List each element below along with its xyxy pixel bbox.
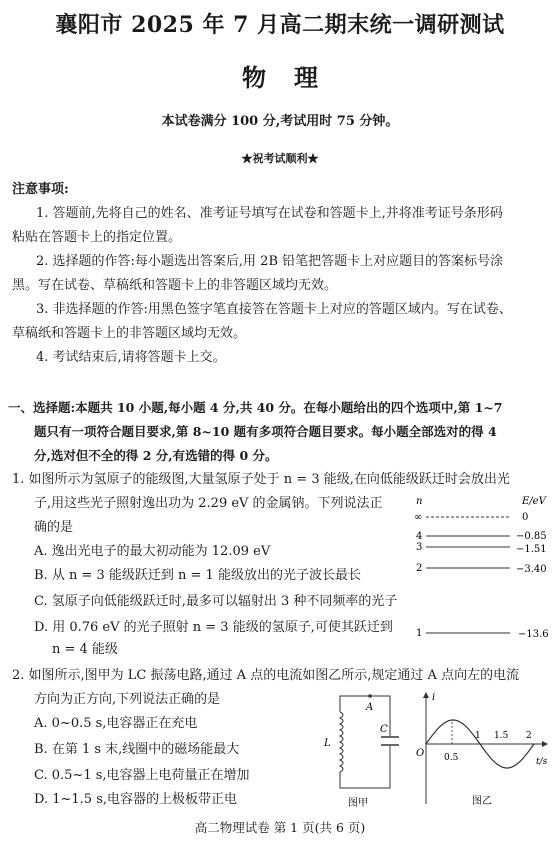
level-n-label: 4	[416, 531, 423, 542]
q1-option-d-cont: n = 4 能级	[52, 642, 118, 657]
lc-circuit-figure	[318, 690, 408, 812]
subject-title: 物理	[242, 63, 346, 92]
tick-label: 1	[475, 731, 481, 741]
q1-stem: 子,用这些光子照射逸出功为 2.29 eV 的金属钠。下列说法正	[34, 496, 383, 511]
q1-option-b: B. 从 n = 3 能级跃迁到 n = 1 能级放出的光子波长最长	[34, 568, 361, 583]
section-instructions: 题只有一项符合题目要求,第 8~10 题有多项符合题目要求。每小题全部选对的得 4	[34, 424, 497, 439]
y-axis-arrow	[423, 692, 429, 698]
level-n-label: 3	[416, 542, 423, 553]
section-heading: 一、选择题:本题共 10 小题,每小题 4 分,共 40 分。在每小题给出的四个选项中,第 1~7	[8, 400, 503, 415]
energy-level-diagram	[410, 492, 555, 642]
notes-line: 草稿纸和答题卡上的非答题区域均无效。	[12, 326, 247, 341]
figure-caption-a: 图甲	[348, 798, 368, 809]
q2-option-c: C. 0.5~1 s,电容器上电荷量正在增加	[34, 768, 250, 783]
level-e-label: −0.85	[516, 531, 547, 542]
exam-meta: 本试卷满分 100 分,考试用时 75 分钟。	[161, 114, 399, 129]
current-time-graph	[412, 688, 552, 812]
label-a: A	[366, 702, 374, 713]
level-n-label: ∞	[414, 512, 423, 523]
q1-option-d: D. 用 0.76 eV 的光子照射 n = 3 能级的氢原子,可使其跃迁到	[34, 620, 393, 635]
label-c: C	[380, 724, 388, 735]
n-header: n	[416, 496, 423, 507]
x-axis-label: t/s	[536, 757, 548, 767]
level-e-label: −1.51	[516, 544, 547, 555]
q2-option-d: D. 1~1.5 s,电容器的上极板带正电	[34, 792, 237, 807]
page-footer: 高二物理试卷 第 1 页(共 6 页)	[194, 820, 366, 835]
level-e-label: 0	[522, 512, 529, 523]
figure-caption-b: 图乙	[472, 796, 492, 807]
origin-label: O	[416, 748, 425, 759]
good-luck-banner: ★祝考试顺利★	[241, 152, 319, 165]
e-header: E/eV	[522, 496, 546, 507]
x-axis-arrow	[542, 741, 548, 747]
level-4	[416, 531, 547, 542]
section-instructions: 分,选对但不全的得 2 分,有选错的得 0 分。	[34, 448, 278, 463]
q2-option-b: B. 在第 1 s 末,线圈中的磁场能最大	[34, 742, 240, 757]
q1-stem: 确的是	[34, 520, 74, 535]
point-a	[368, 694, 372, 698]
q2-stem: 2. 如图所示,图甲为 LC 振荡电路,通过 A 点的电流如图乙所示,规定通过 A 点向左的电流	[12, 668, 520, 683]
notes-heading: 注意事项:	[12, 182, 69, 197]
notes-line: 2. 选择题的作答:每小题选出答案后,用 2B 铅笔把答题卡上对应题目的答案标号涂	[36, 254, 504, 269]
q1-stem: 1. 如图所示为氢原子的能级图,大量氢原子处于 n = 3 能级,在向低能级跃迁时会放出光	[12, 472, 510, 487]
exam-title: 襄阳市 2025 年 7 月高二期末统一调研测试	[55, 12, 505, 38]
q1-option-c: C. 氢原子向低能级跃迁时,最多可以辐射出 3 种不同频率的光子	[34, 594, 398, 609]
y-axis-label: i	[432, 692, 436, 703]
level-1	[416, 628, 549, 640]
level-n-label: 1	[416, 628, 423, 639]
level-n-label: 2	[416, 563, 423, 574]
tick-label: 2	[526, 731, 532, 741]
level-e-label: −13.6	[518, 629, 549, 640]
label-l: L	[324, 738, 331, 749]
q2-option-a: A. 0~0.5 s,电容器正在充电	[34, 716, 198, 731]
q2-stem: 方向为正方向,下列说法正确的是	[34, 692, 221, 707]
tick-label: 1.5	[494, 731, 509, 741]
notes-line: 粘贴在答题卡上的指定位置。	[12, 230, 182, 245]
notes-line: 3. 非选择题的作答:用黑色签字笔直接答在答题卡上对应的答题区域内。写在试卷、	[36, 302, 512, 317]
level-inf	[414, 512, 528, 523]
q1-option-a: A. 逸出光电子的最大初动能为 12.09 eV	[34, 544, 271, 559]
level-e-label: −3.40	[516, 564, 547, 575]
notes-line: 1. 答题前,先将自己的姓名、准考证号填写在试卷和答题卡上,并将准考证号条形码	[36, 206, 503, 221]
notes-line: 黑。写在试卷、草稿纸和答题卡上的非答题区域均无效。	[12, 278, 338, 293]
level-3	[416, 542, 547, 555]
notes-line: 4. 考试结束后,请将答题卡上交。	[36, 350, 226, 365]
tick-label: 0.5	[444, 753, 459, 763]
level-2	[416, 563, 547, 575]
